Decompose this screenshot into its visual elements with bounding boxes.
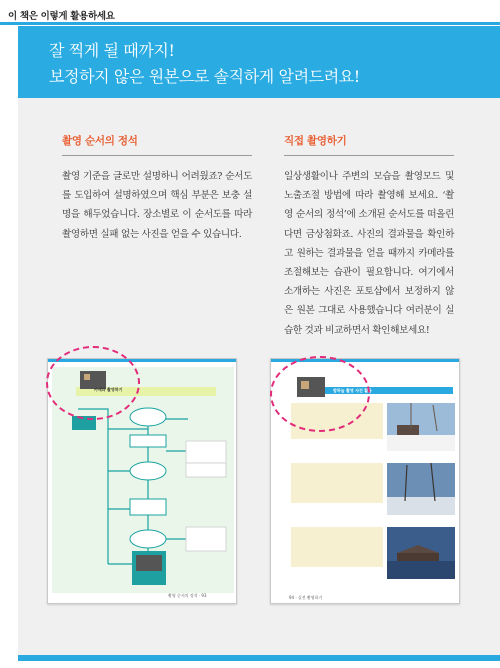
right-section-rule: [284, 155, 454, 156]
photo-page-footer: 94 · 실전 촬영하기: [289, 595, 323, 600]
title-banner: [18, 26, 500, 98]
photo-header-label: 밤하늘 촬영 사진 활용: [333, 388, 372, 393]
left-section-rule: [62, 155, 252, 156]
header-rule: [0, 22, 500, 25]
flowchart-page-footer: 촬영 순서의 정석 · 93: [168, 593, 207, 598]
right-section-title: 직접 촬영하기: [284, 135, 347, 147]
flowchart-header-label: 카메라 촬영하기: [94, 387, 123, 392]
right-section-body: 일상생활이나 주변의 모습을 촬영모드 및 노출조절 방법에 따라 촬영해 보세요. ‘촬영 순서의 정석’에 소개된 순서도를 떠올린다면 금상첨화죠. 사진의 결과물을 확인하고 원하는 결과물을 얻을 때까지 카메라를 조절해보는 습관이 필요합니다. 여기에서 소개하는 사진은 포토샵에서 보정하지 않은 원본 그대로 사용했습니다 여러분이 실습한 것과 비교하면서 확인해보세요!: [284, 171, 454, 336]
left-section-title: 촬영 순서의 정석: [62, 135, 138, 147]
left-section: [62, 133, 252, 244]
left-section-body: 촬영 기준을 글로만 설명하니 어려웠죠? 순서도를 도입하여 설명하였으며 핵심 부분은 보충 설명을 해두었습니다. 장소별로 이 순서도를 따라 촬영하면 실패 없는 사진을 얻을 수 있습니다.: [62, 171, 252, 240]
bottom-rule: [18, 655, 500, 661]
banner-line-1: 잘 찍게 될 때까지!: [49, 41, 175, 60]
banner-line-2: 보정하지 않은 원본으로 솔직하게 알려드려요!: [49, 67, 360, 86]
header-label: 이 책은 이렇게 활용하세요: [8, 11, 115, 22]
highlight-circle-right: [270, 356, 370, 432]
highlight-circle-left: [46, 346, 140, 420]
right-section: [284, 133, 454, 340]
